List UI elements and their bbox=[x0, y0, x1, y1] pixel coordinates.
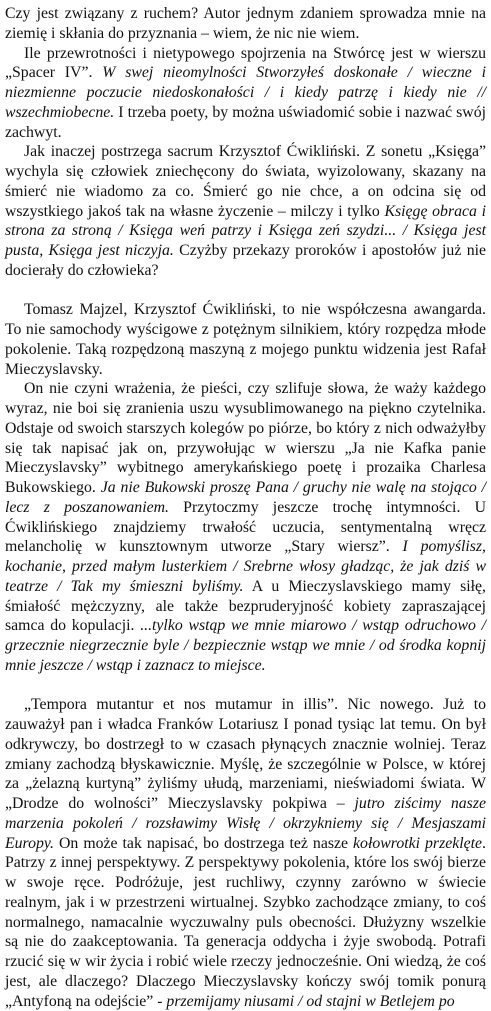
quote-italic-text: Ja nie Bukowski proszę Pana / gruchy nie walę na stojąco / lecz z poszanowaniem. bbox=[5, 479, 486, 516]
body-text: Czy jest związany z ruchem? Autor jednym zdaniem sprowadza mnie na ziemię i skłania do przyznania – wiem, że nic nie wiem. bbox=[5, 5, 486, 42]
paragraph bbox=[5, 44, 486, 143]
body-text: A u Mieczyslavskiego mamy siłę, śmiałość mężczyzny, ale także bezpruderyjność kobiety zapraszającej samca do kopulacji. bbox=[5, 577, 486, 635]
quote-italic-text: Księgę obraca i strona za stroną / Księga weń patrzy i Księga zeń szydzi... / Księga jest pusta, Księga jest niczyja. bbox=[5, 202, 486, 259]
body-text: On nie czyni wrażenia, że pieści, czy szlifuje słowa, że waży każdego wyraz, nie boi się zranienia uszu wysublimowanego na piękno czytelnika. Odstaje od swoich starszych kolegów po piórze, bo który z nich odważyłby się tak napisać jak on, przywołując w wierszu „Ja nie Kafka panie Mieczyslavsky” wybitnego amerykańskiego poetę i prozaika Charlesa Bukowskiego. bbox=[5, 380, 486, 496]
body-text: Tomasz Majzel, Krzysztof Ćwikliński, to nie współczesna awangarda. To nie samochody wyścigowe z potężnym silnikiem, który rozpędza młode pokolenie. Taką rozpędzoną maszyną z mojego punktu widzenia jest Rafał Mieczyslavsky. bbox=[5, 301, 486, 378]
paragraph bbox=[5, 379, 486, 675]
paragraph bbox=[5, 142, 486, 280]
body-text: Ile przewrotności i nietypowego spojrzenia na Stwórcę jest w wierszu „Spacer IV”. bbox=[5, 44, 486, 82]
paragraph-gap bbox=[5, 281, 486, 301]
quote-italic-text: ...tylko wstąp we mnie miarowo / wstąp odruchowo / grzecznie niegrzecznie byle / bezpiecznie wstąp we mnie / od środka kopnij mnie jeszcze / wstąp i zaznacz to miejsce. bbox=[5, 617, 486, 674]
paragraph bbox=[5, 695, 486, 1011]
quote-italic-text: kołowrotki przeklęte bbox=[353, 834, 483, 852]
body-text: Jak inaczej postrzega sacrum Krzysztof Ćwikliński. Z sonetu „Księga” wychyla się człowiek zniechęcony do świata, wyizolowany, skazany na śmierć nie wiadomo za co. Śmierć go nie chce, a on odcina się od wszystkiego jakoś tak na własne życzenie – milczy i tylko bbox=[5, 143, 486, 220]
body-text: „Tempora mutantur et nos mutamur in illis”. Nic nowego. Już to zauważył pan i władca Franków Lotariusz I ponad tysiąc lat temu. On był odkrywczy, bo dostrzegł to w czasach płynących znacznie wolniej. Teraz zmiany zachodzą błyskawicznie. Myślę, że szczególnie w Polsce, w której za „żelazną kurtyną” żyliśmy ułudą, marzeniami, nieświadomi świata. W „Drodze do wolności” Mieczyslavsky pokpiwa – bbox=[5, 696, 486, 812]
quote-italic-text: I pomyślisz, kochanie, przed małym lusterkiem / Srebrne włosy gładząc, że jak dziś w teatrze / Tak my śmieszni byliśmy. bbox=[5, 538, 486, 595]
quote-italic-text: przemijamy niusami / od stajni w Betlejem po bbox=[166, 992, 455, 1010]
quote-italic-text: jutro ziścimy nasze marzenia pokoleń / rozsławimy Wisłę / okrzykniemy się / Mesjaszami Europy. bbox=[5, 795, 486, 852]
paragraph-gap bbox=[5, 676, 486, 696]
paragraph bbox=[5, 4, 486, 44]
text-column bbox=[5, 4, 486, 1011]
body-text: I trzeba poety, by można uświadomić sobie i nazwać swój zachwyt. bbox=[5, 103, 486, 141]
body-text: Przytoczmy jeszcze trochę intymności. U Ćwiklińskiego znajdziemy trwałość uczucia, sentymentalną wręcz melancholię w kunsztownym utworze „Stary wiersz”. bbox=[5, 498, 486, 556]
body-text: . Patrzy z innej perspektywy. Z perspektywy pokolenia, które los swój bierze w swoje ręce. Podróżuje, jest ruchliwy, czynny zarówno w świecie realnym, jak i w przestrzeni wirtualnej. Szybko zachodzące zmiany, to coś normalnego, namacalnie wyczuwalny puls obecności. Dłużyzny wszelkie są nie do zaakceptowania. Ta generacja oddycha i żyje swobodą. Potrafi rzucić się w wir życia i robić wiele rzeczy jednocześnie. Oni wiedzą, że coś jest, ale dlaczego? Dlaczego Mieczyslavsky kończy swój tomik ponurą „Antyfoną na odejście” - bbox=[5, 834, 486, 1010]
quote-italic-text: W swej nieomylności Stworzyłeś doskonałe / wieczne i niezmienne poczucie niedoskonałości / i kiedy patrzę i kiedy nie // wszechmiobecne. bbox=[5, 64, 486, 121]
body-text: On może tak napisać, bo dostrzega też nasze bbox=[54, 834, 354, 852]
body-text: Czyżby przekazy proroków i apostołów już nie docierały do człowieka? bbox=[5, 242, 487, 279]
paragraph bbox=[5, 300, 486, 379]
